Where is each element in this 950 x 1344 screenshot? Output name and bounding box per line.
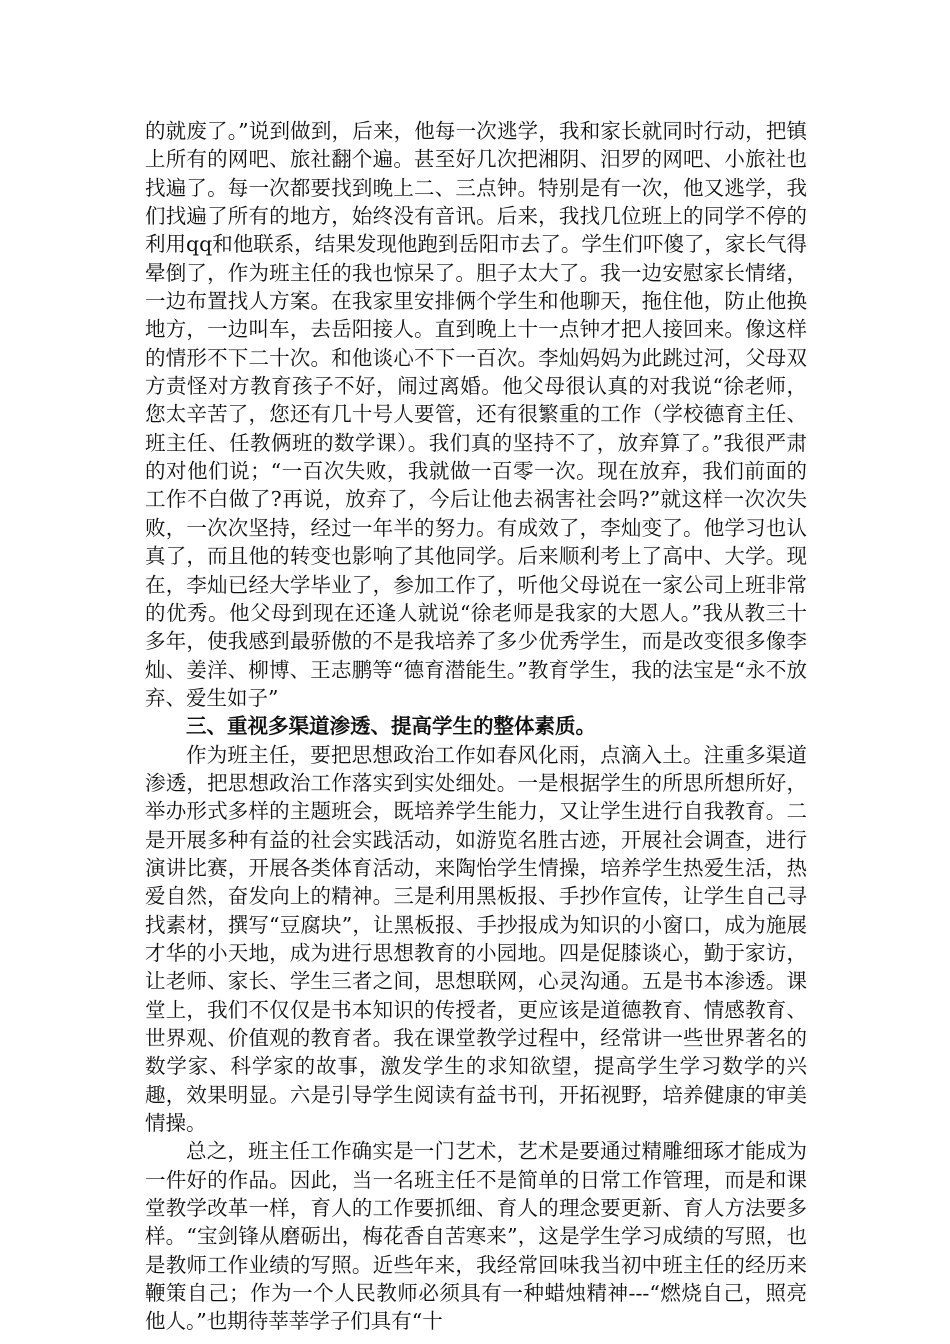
- paragraph-body: 作为班主任，要把思想政治工作如春风化雨，点滴入土。注重多渠道渗透，把思想政治工作落实到实处细处。一是根据学生的所思所想所好，举办形式多样的主题班会，既培养学生能力，又让学生进行自我教育。二是开展多种有益的社会实践活动，如游览名胜古迹，开展社会调查，进行演讲比赛，开展各类体育活动，来陶怡学生情操，培养学生热爱生活，热爱自然，奋发向上的精神。三是利用黑板报、手抄作宣传，让学生自己寻找素材，撰写“豆腐块”，让黑板报、手抄报成为知识的小窗口，成为施展才华的小天地，成为进行思想教育的小园地。四是促膝谈心，勤于家访，让老师、家长、学生三者之间，思想联网，心灵沟通。五是书本渗透。课堂上，我们不仅仅是书本知识的传授者，更应该是道德教育、情感教育、世界观、价值观的教育者。我在课堂教学过程中，经常讲一些世界著名的数学家、科学家的故事，激发学生的求知欲望，提高学生学习数学的兴趣，效果明显。六是引导学生阅读有益书刊，开拓视野，培养健康的审美情操。: [145, 742, 807, 1136]
- paragraph-continued: 的就废了。”说到做到，后来，他每一次逃学，我和家长就同时行动，把镇上所有的网吧、旅社翻个遍。甚至好几次把湘阴、汨罗的网吧、小旅社也找遍了。每一次都要找到晚上二、三点钟。特别是有一次，他又逃学，我们找遍了所有的地方，始终没有音讯。后来，我找几位班上的同学不停的利用qq和他联系，结果发现他跑到岳阳市去了。学生们吓傻了，家长气得晕倒了，作为班主任的我也惊呆了。胆子太大了。我一边安慰家长情绪，一边布置找人方案。在我家里安排俩个学生和他聊天，拖住他，防止他换地方，一边叫车，去岳阳接人。直到晚上十一点钟才把人接回来。像这样的情形不下二十次。和他谈心不下一百次。李灿妈妈为此跳过河，父母双方责怪对方教育孩子不好，闹过离婚。他父母很认真的对我说“徐老师，您太辛苦了，您还有几十号人要管，还有很繁重的工作（学校德育主任、班主任、任教俩班的数学课）。我们真的坚持不了，放弃算了。”我很严肃的对他们说；“一百次失败，我就做一百零一次。现在放弃，我们前面的工作不白做了?再说，放弃了，今后让他去祸害社会吗?”就这样一次次失败，一次次坚持，经过一年半的努力。有成效了，李灿变了。他学习也认真了，而且他的转变也影响了其他同学。后来顺利考上了高中、大学。现在，李灿已经大学毕业了，参加工作了，听他父母说在一家公司上班非常的优秀。他父母到现在还逢人就说“徐老师是我家的大恩人。”我从教三十多年，使我感到最骄傲的不是我培养了多少优秀学生，而是改变很多像李灿、姜洋、柳博、王志鹏等“德育潜能生。”教育学生，我的法宝是“永不放弃、爱生如子”: [145, 119, 807, 710]
- section-heading: 三、重视多渠道渗透、提高学生的整体素质。: [186, 714, 596, 739]
- document-page: [145, 117, 807, 1336]
- paragraph-conclusion: 总之，班主任工作确实是一门艺术，艺术是要通过精雕细琢才能成为一件好的作品。因此，当一名班主任不是简单的日常工作管理，而是和课堂教学改革一样，育人的工作要抓细、育人的理念要更新、育人方法要多样。“宝剑锋从磨砺出，梅花香自苦寒来”，这是学生学习成绩的写照，也是教师工作业绩的写照。近些年来，我经常回味我当初中班主任的经历来鞭策自己；作为一个人民教师必须具有一种蜡烛精神---“燃烧自己，照亮他人。”也期待莘莘学子们具有“十: [145, 1139, 807, 1334]
